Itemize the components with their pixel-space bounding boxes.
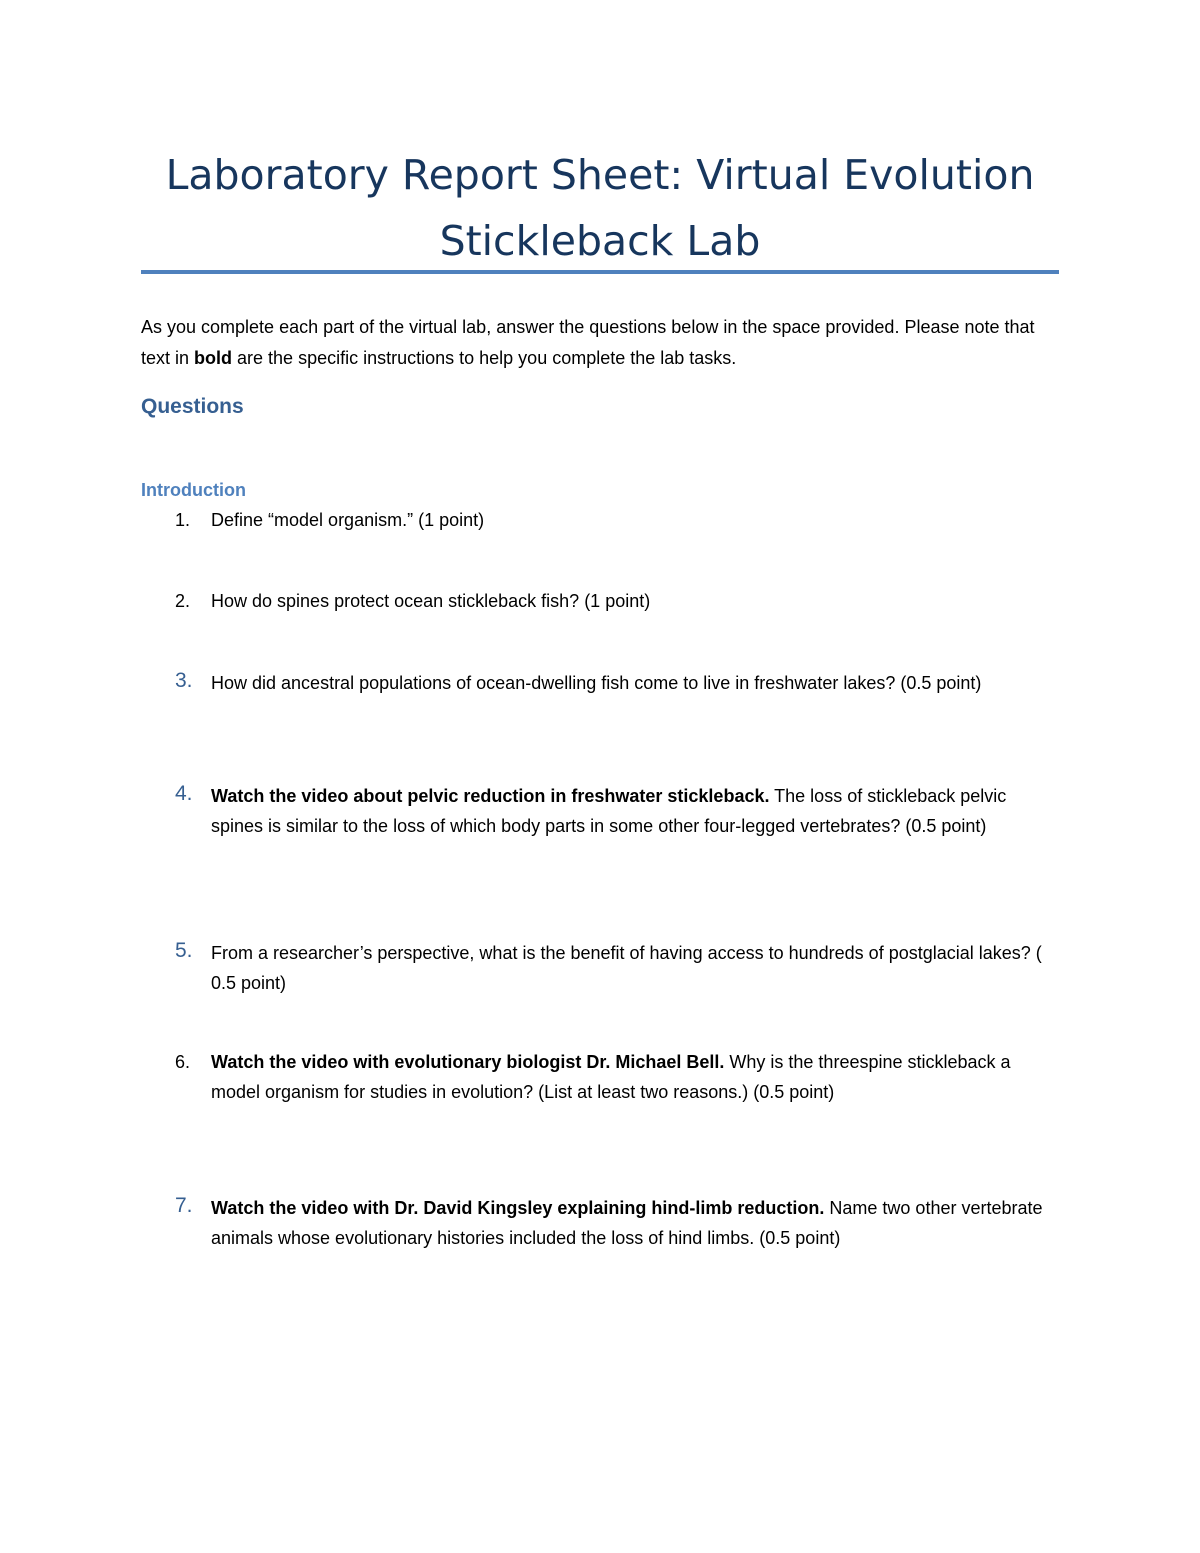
question-6: 6. Watch the video with evolutionary biologist Dr. Michael Bell. Why is the threespine stickleback a model organism for studies in evolution? (List at least two reasons.) (0.5 point) bbox=[141, 1047, 1059, 1107]
question-2: 2. How do spines protect ocean stickleback fish? (1 point) bbox=[141, 586, 1059, 616]
title-line-1: Laboratory Report Sheet: Virtual Evolution bbox=[165, 151, 1035, 199]
question-number: 1. bbox=[175, 510, 191, 530]
question-number: 3. bbox=[175, 669, 193, 692]
instruction-bold: Watch the video with Dr. David Kingsley explaining hind-limb reduction. bbox=[211, 1198, 825, 1218]
questions-heading: Questions bbox=[141, 395, 244, 418]
instruction-bold: Watch the video about pelvic reduction in freshwater stickleback. bbox=[211, 786, 770, 806]
question-number: 2. bbox=[175, 591, 191, 611]
document-title bbox=[141, 142, 1059, 274]
question-number: 5. bbox=[175, 939, 193, 962]
question-3: 3. How did ancestral populations of ocean-dwelling fish come to live in freshwater lakes? (0.5 point) bbox=[141, 668, 1059, 698]
instructions-paragraph: As you complete each part of the virtual lab, answer the questions below in the space provided. Please note that text in bold are the specific instructions to help you complete the lab tasks. bbox=[141, 317, 1035, 368]
title-underline bbox=[141, 270, 1059, 274]
title-line-2: Stickleback Lab bbox=[439, 217, 761, 265]
question-number: 6. bbox=[175, 1052, 191, 1072]
question-4: 4. Watch the video about pelvic reduction in freshwater stickleback. The loss of stickleback pelvic spines is similar to the loss of which body parts in some other four-legged vertebrates? (0.5 point) bbox=[141, 781, 1059, 841]
instruction-bold: Watch the video with evolutionary biologist Dr. Michael Bell. bbox=[211, 1052, 725, 1072]
question-number: 4. bbox=[175, 782, 193, 805]
question-number: 7. bbox=[175, 1194, 193, 1217]
bold-word: bold bbox=[194, 348, 233, 368]
introduction-heading: Introduction bbox=[141, 480, 246, 500]
question-1: 1. Define “model organism.” (1 point) bbox=[141, 505, 1059, 535]
question-7: 7. Watch the video with Dr. David Kingsley explaining hind-limb reduction. Name two other vertebrate animals whose evolutionary histories included the loss of hind limbs. (0.5 point) bbox=[141, 1193, 1059, 1253]
question-5: 5. From a researcher’s perspective, what is the benefit of having access to hundreds of postglacial lakes? ( 0.5 point) bbox=[141, 938, 1059, 998]
